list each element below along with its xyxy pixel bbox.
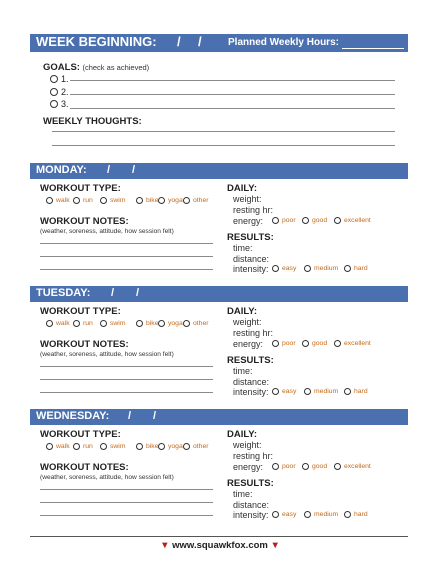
workout-type-option[interactable]: [73, 197, 93, 204]
day-band: [30, 163, 408, 179]
radio-icon[interactable]: [73, 443, 80, 450]
energy-option[interactable]: [334, 463, 371, 470]
workout-notes-label: WORKOUT NOTES:: [40, 339, 129, 350]
checkbox-icon[interactable]: [50, 100, 58, 108]
energy-option[interactable]: [334, 217, 371, 224]
date-slash: /: [136, 287, 140, 299]
option-label: good: [312, 340, 328, 347]
energy-label: energy:: [233, 339, 264, 349]
option-label: easy: [282, 388, 297, 395]
option-label: good: [312, 217, 328, 224]
intensity-option[interactable]: [344, 265, 368, 272]
notes-line[interactable]: [40, 489, 213, 490]
radio-icon[interactable]: [136, 443, 143, 450]
checkbox-icon[interactable]: [50, 75, 58, 83]
time-label: time:: [233, 366, 253, 376]
goals-section: [43, 62, 149, 73]
date-slash: /: [107, 164, 111, 176]
footer: [0, 540, 440, 551]
workout-type-option[interactable]: [73, 320, 93, 327]
weight-label: weight:: [233, 194, 262, 204]
day-band: [30, 286, 408, 302]
notes-line[interactable]: [40, 269, 213, 270]
radio-icon[interactable]: [272, 511, 279, 518]
radio-icon[interactable]: [46, 443, 53, 450]
distance-label: distance:: [233, 500, 270, 510]
option-label: other: [193, 443, 209, 450]
shoe-icon: ▼: [160, 540, 170, 551]
daily-label: DAILY:: [227, 429, 258, 440]
weekly-thoughts-label: WEEKLY THOUGHTS:: [43, 116, 142, 127]
energy-option[interactable]: [272, 217, 296, 224]
date-slash: /: [111, 287, 115, 299]
goal-line[interactable]: [70, 80, 395, 81]
week-beginning-label: WEEK BEGINNING:: [36, 34, 157, 49]
energy-option[interactable]: [302, 340, 327, 347]
day-name: MONDAY:: [36, 164, 87, 176]
workout-type-option[interactable]: [183, 197, 209, 204]
notes-line[interactable]: [40, 502, 213, 503]
option-label: run: [83, 443, 93, 450]
option-label: walk: [56, 320, 70, 327]
intensity-option[interactable]: [344, 388, 368, 395]
radio-icon[interactable]: [100, 320, 107, 327]
radio-icon[interactable]: [344, 265, 351, 272]
radio-icon[interactable]: [46, 197, 53, 204]
shoe-icon: ▼: [270, 540, 280, 551]
workout-type-option[interactable]: [73, 443, 93, 450]
option-label: yoga: [168, 443, 183, 450]
option-label: excellent: [344, 340, 371, 347]
option-label: hard: [354, 388, 368, 395]
workout-type-option[interactable]: [183, 320, 209, 327]
option-label: medium: [314, 511, 339, 518]
radio-icon[interactable]: [73, 197, 80, 204]
workout-type-option[interactable]: [100, 443, 125, 450]
workout-type-label: WORKOUT TYPE:: [40, 306, 121, 317]
intensity-option[interactable]: [304, 388, 338, 395]
intensity-label: intensity:: [233, 387, 269, 397]
workout-type-option[interactable]: [183, 443, 209, 450]
option-label: run: [83, 197, 93, 204]
radio-icon[interactable]: [272, 463, 279, 470]
goals-label: GOALS:: [43, 62, 80, 73]
checkbox-icon[interactable]: [50, 88, 58, 96]
weight-label: weight:: [233, 440, 262, 450]
option-label: hard: [354, 265, 368, 272]
workout-type-option[interactable]: [46, 197, 70, 204]
radio-icon[interactable]: [334, 340, 341, 347]
option-label: easy: [282, 511, 297, 518]
energy-option[interactable]: [302, 217, 327, 224]
option-label: swim: [110, 197, 126, 204]
goal-item[interactable]: [50, 87, 69, 97]
thoughts-line[interactable]: [52, 131, 395, 132]
intensity-option[interactable]: [304, 511, 338, 518]
radio-icon[interactable]: [73, 320, 80, 327]
option-label: swim: [110, 320, 126, 327]
date-slash: /: [153, 410, 157, 422]
energy-option[interactable]: [272, 340, 296, 347]
workout-type-label: WORKOUT TYPE:: [40, 429, 121, 440]
notes-line[interactable]: [40, 392, 213, 393]
radio-icon[interactable]: [272, 388, 279, 395]
notes-hint: (weather, soreness, attitude, how session felt): [40, 228, 174, 235]
option-label: hard: [354, 511, 368, 518]
radio-icon[interactable]: [304, 511, 311, 518]
option-label: poor: [282, 463, 296, 470]
option-label: poor: [282, 340, 296, 347]
resting-hr-label: resting hr:: [233, 328, 274, 338]
option-label: other: [193, 197, 209, 204]
workout-type-option[interactable]: [158, 320, 183, 327]
option-label: yoga: [168, 320, 183, 327]
results-label: RESULTS:: [227, 355, 274, 366]
energy-option[interactable]: [302, 463, 327, 470]
weight-label: weight:: [233, 317, 262, 327]
workout-type-label: WORKOUT TYPE:: [40, 183, 121, 194]
radio-icon[interactable]: [100, 443, 107, 450]
goal-item[interactable]: [50, 74, 69, 84]
intensity-option[interactable]: [272, 388, 296, 395]
planned-hours-field[interactable]: [342, 48, 404, 49]
radio-icon[interactable]: [183, 197, 190, 204]
time-label: time:: [233, 243, 253, 253]
workout-type-option[interactable]: [46, 443, 70, 450]
intensity-label: intensity:: [233, 264, 269, 274]
workout-type-option[interactable]: [136, 443, 158, 450]
workout-type-option[interactable]: [136, 320, 158, 327]
radio-icon[interactable]: [304, 265, 311, 272]
workout-type-option[interactable]: [46, 320, 70, 327]
option-label: excellent: [344, 463, 371, 470]
resting-hr-label: resting hr:: [233, 451, 274, 461]
thoughts-line[interactable]: [52, 145, 395, 146]
option-label: medium: [314, 265, 339, 272]
goal-number: 1.: [61, 74, 69, 84]
workout-notes-label: WORKOUT NOTES:: [40, 216, 129, 227]
goal-line[interactable]: [70, 94, 395, 95]
intensity-option[interactable]: [272, 265, 296, 272]
option-label: medium: [314, 388, 339, 395]
radio-icon[interactable]: [302, 217, 309, 224]
radio-icon[interactable]: [344, 388, 351, 395]
radio-icon[interactable]: [46, 320, 53, 327]
radio-icon[interactable]: [183, 443, 190, 450]
date-slash: /: [128, 410, 132, 422]
notes-line[interactable]: [40, 515, 213, 516]
header-band: [30, 34, 408, 52]
option-label: good: [312, 463, 328, 470]
radio-icon[interactable]: [272, 265, 279, 272]
radio-icon[interactable]: [334, 463, 341, 470]
resting-hr-label: resting hr:: [233, 205, 274, 215]
option-label: easy: [282, 265, 297, 272]
radio-icon[interactable]: [344, 511, 351, 518]
planned-hours-label: Planned Weekly Hours:: [228, 37, 339, 48]
day-name: TUESDAY:: [36, 287, 91, 299]
time-label: time:: [233, 489, 253, 499]
results-label: RESULTS:: [227, 478, 274, 489]
radio-icon[interactable]: [334, 217, 341, 224]
radio-icon[interactable]: [304, 388, 311, 395]
workout-type-option[interactable]: [136, 197, 158, 204]
option-label: bike: [146, 320, 159, 327]
daily-label: DAILY:: [227, 183, 258, 194]
goal-number: 3.: [61, 99, 69, 109]
radio-icon[interactable]: [272, 340, 279, 347]
radio-icon[interactable]: [158, 443, 165, 450]
intensity-option[interactable]: [272, 511, 296, 518]
option-label: walk: [56, 197, 70, 204]
goals-hint: (check as achieved): [82, 63, 150, 72]
radio-icon[interactable]: [272, 217, 279, 224]
option-label: run: [83, 320, 93, 327]
intensity-option[interactable]: [304, 265, 338, 272]
option-label: bike: [146, 443, 159, 450]
energy-label: energy:: [233, 462, 264, 472]
radio-icon[interactable]: [136, 197, 143, 204]
goal-number: 2.: [61, 87, 69, 97]
option-label: excellent: [344, 217, 371, 224]
goal-item[interactable]: [50, 99, 69, 109]
notes-line[interactable]: [40, 256, 213, 257]
date-slash: /: [177, 34, 181, 49]
goal-line[interactable]: [70, 108, 395, 109]
energy-option[interactable]: [272, 463, 296, 470]
notes-line[interactable]: [40, 379, 213, 380]
workout-notes-label: WORKOUT NOTES:: [40, 462, 129, 473]
option-label: poor: [282, 217, 296, 224]
radio-icon[interactable]: [183, 320, 190, 327]
radio-icon[interactable]: [302, 463, 309, 470]
workout-type-option[interactable]: [158, 443, 183, 450]
energy-option[interactable]: [334, 340, 371, 347]
option-label: yoga: [168, 197, 183, 204]
footer-rule: [30, 536, 408, 537]
option-label: walk: [56, 443, 70, 450]
intensity-label: intensity:: [233, 510, 269, 520]
option-label: bike: [146, 197, 159, 204]
footer-url[interactable]: www.squawkfox.com: [172, 540, 268, 551]
workout-type-option[interactable]: [158, 197, 183, 204]
notes-line[interactable]: [40, 243, 213, 244]
workout-type-option[interactable]: [100, 197, 125, 204]
daily-label: DAILY:: [227, 306, 258, 317]
energy-label: energy:: [233, 216, 264, 226]
radio-icon[interactable]: [136, 320, 143, 327]
intensity-option[interactable]: [344, 511, 368, 518]
day-name: WEDNESDAY:: [36, 410, 110, 422]
results-label: RESULTS:: [227, 232, 274, 243]
radio-icon[interactable]: [302, 340, 309, 347]
workout-type-option[interactable]: [100, 320, 125, 327]
date-slash: /: [198, 34, 202, 49]
notes-hint: (weather, soreness, attitude, how session felt): [40, 351, 174, 358]
notes-line[interactable]: [40, 366, 213, 367]
radio-icon[interactable]: [158, 197, 165, 204]
radio-icon[interactable]: [100, 197, 107, 204]
distance-label: distance:: [233, 254, 270, 264]
date-slash: /: [132, 164, 136, 176]
distance-label: distance:: [233, 377, 270, 387]
day-band: [30, 409, 408, 425]
option-label: other: [193, 320, 209, 327]
option-label: swim: [110, 443, 126, 450]
radio-icon[interactable]: [158, 320, 165, 327]
notes-hint: (weather, soreness, attitude, how session felt): [40, 474, 174, 481]
